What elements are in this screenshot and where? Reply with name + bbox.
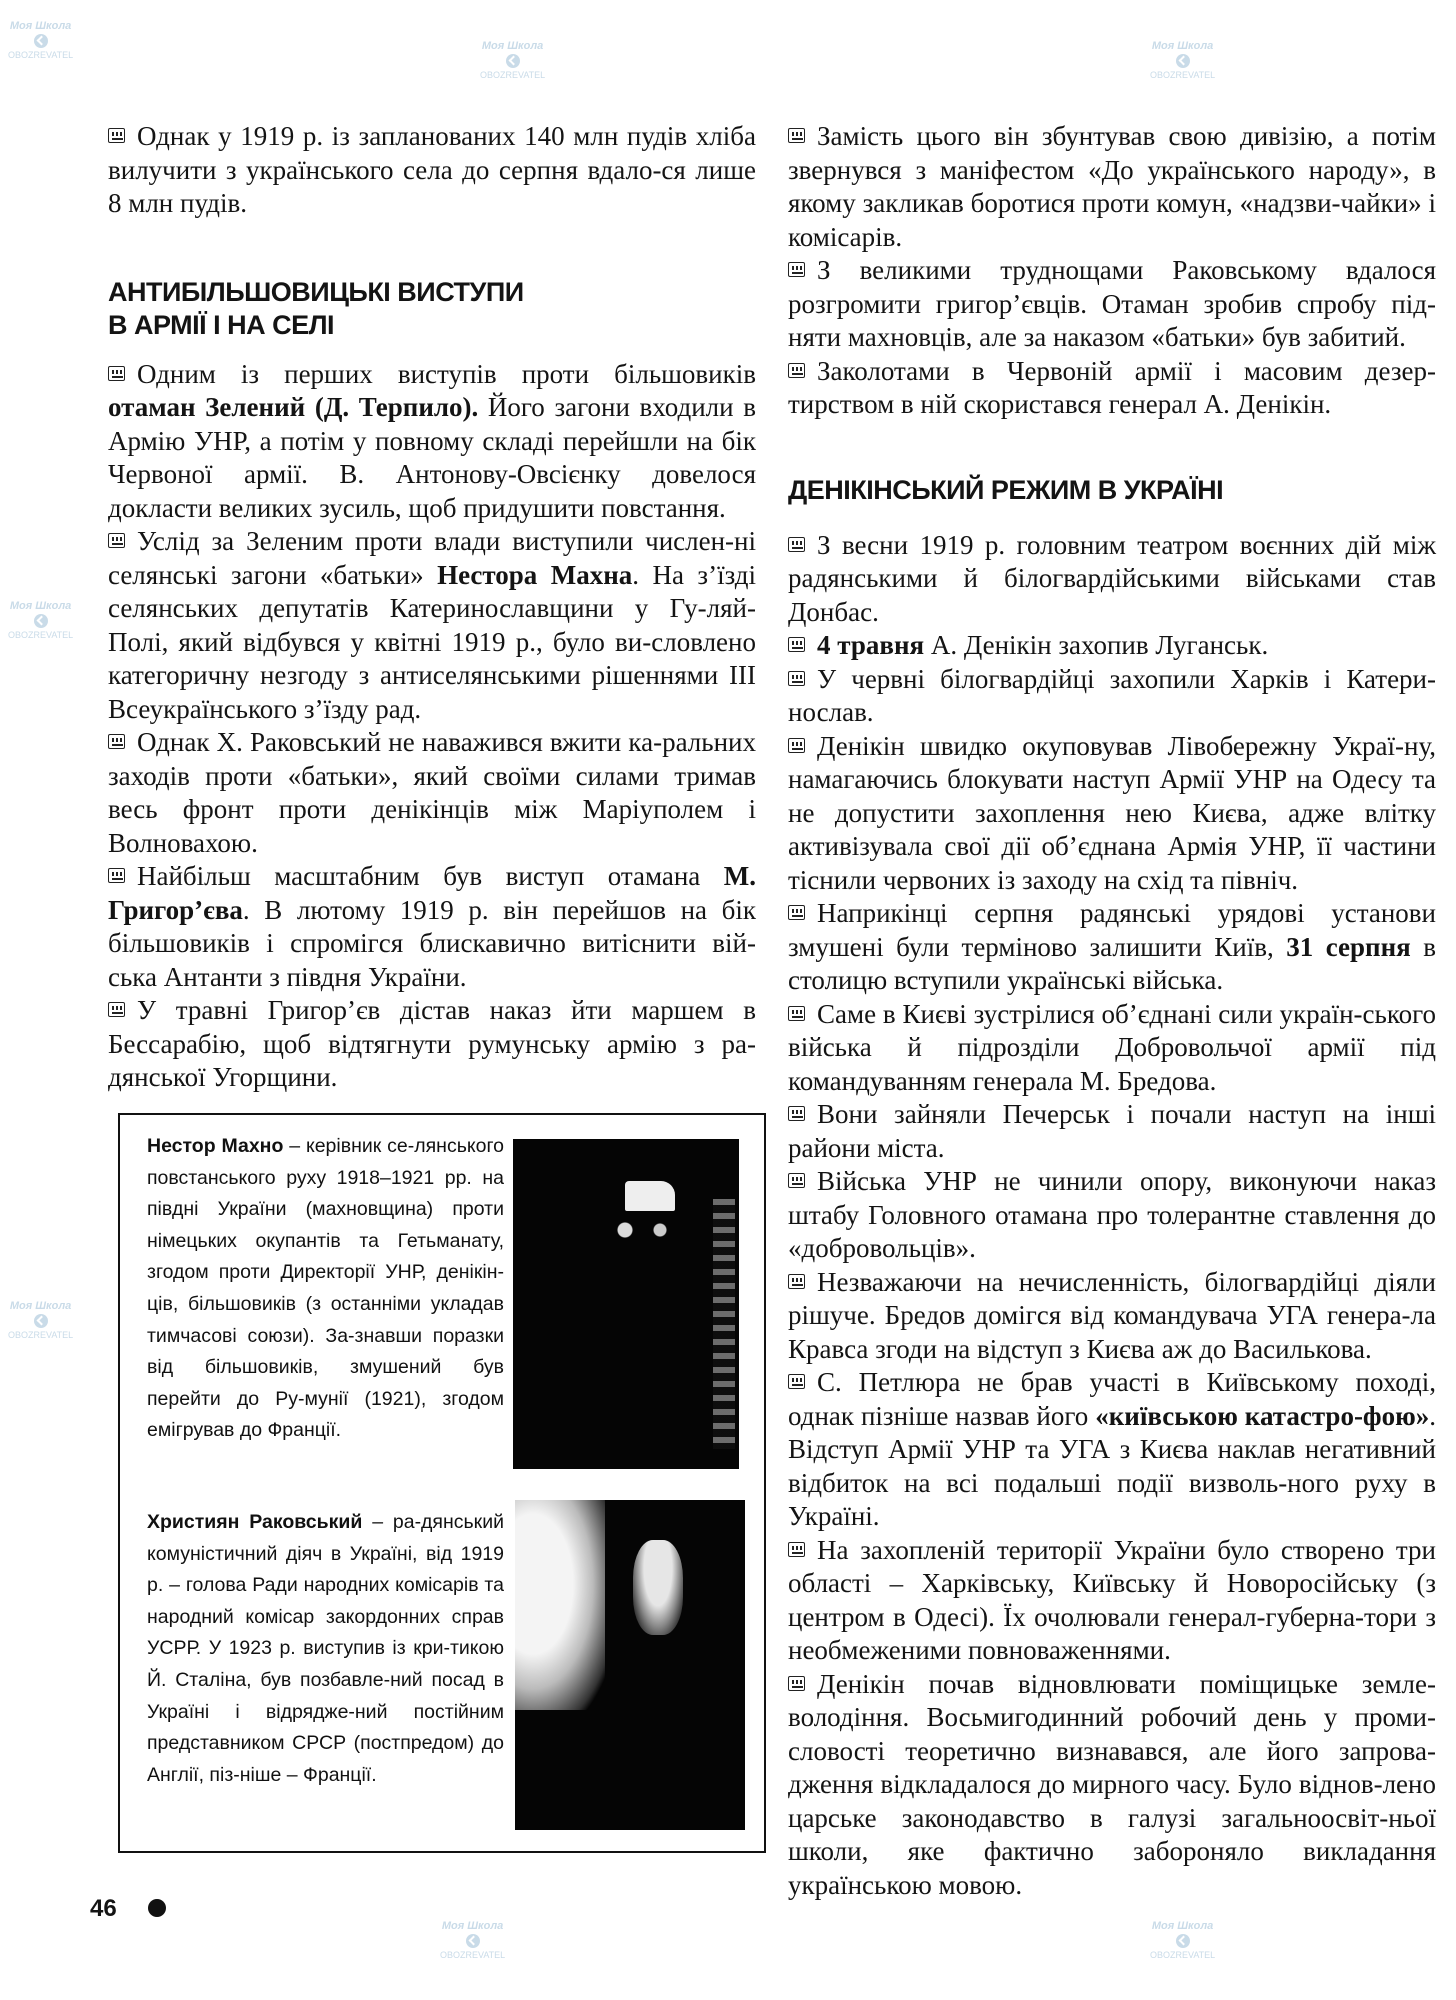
paragraph-text: в столицю вступили українські війська. [788, 931, 1436, 995]
obozrevatel-logo-icon [34, 34, 48, 48]
section-heading: ДЕНІКІНСЬКИЙ РЕЖИМ В УКРАЇНІ [788, 474, 1224, 505]
paragraph [788, 998, 1436, 1099]
emphasis: М. Григор’єва [108, 861, 756, 925]
watermark [440, 1920, 505, 1962]
emphasis: Нестора Махна [437, 559, 633, 590]
paragraph-text: Незважаючи на нечисленність, білогвардійці діяли рішуче. Бредов домігся від командувача УГА генера-ла Кравса згоди на відступ з Києва аж до Василькова. [788, 1266, 1436, 1364]
paragraph-text: Саме в Києві зустрілися об’єднані сили україн-ського війська й підрозділи Добровольчої армії під командуванням генерала М. Бредова. [788, 998, 1436, 1096]
keyboard-icon [108, 1002, 125, 1017]
right-column [788, 120, 1436, 1902]
paragraph [788, 1534, 1436, 1668]
paragraph-text: А. Денікін захопив Луганськ. [924, 630, 1269, 660]
paragraph-text: На захопленій території України було створено три області – Харківську, Київську й Новоросійську (з центром в Одесі). Їх очолювали генерал-губерна-тори з необмеженими повноваженнями. [788, 1534, 1436, 1665]
keyboard-icon [788, 1106, 805, 1121]
paragraph-text: Замість цього він збунтував свою дивізію, а потім звернувся з маніфестом «До українського народу», в якому закликав боротися проти комун, «надзви-чайки» і комісарів. [788, 121, 1436, 252]
heading-line: В АРМІЇ І НА СЕЛІ [108, 309, 335, 340]
keyboard-icon [788, 1274, 805, 1289]
keyboard-icon [788, 1173, 805, 1188]
paragraph [788, 120, 1436, 254]
paragraph [788, 254, 1436, 355]
paragraph-text: У червні білогвардійці захопили Харків і Катери-нослав. [788, 663, 1436, 727]
emphasis: 4 травня [817, 630, 925, 660]
paragraph [788, 897, 1436, 998]
watermark [480, 40, 545, 82]
paragraph-text: Услід за Зеленим проти влади виступили числен-ні селянські загони «батьки» [108, 526, 756, 590]
paragraph-text: У травні Григор’єв дістав наказ йти маршем в Бессарабію, щоб відтягнути румунську армію з ра-дянської Угорщини. [108, 995, 756, 1092]
bio-text: – ра-дянський комуністичний діяч в Україні, від 1919 р. – голова Ради народних комісарів та народний комісар закордонних справ УСРР. У 1923 р. виступив із кри-тикою Й. Сталіна, був позбавле-ний посад в Україні і відрядже-ний постійним представником СРСР (постпредом) до Англії, піз-ніше – Франції. [147, 1511, 504, 1786]
keyboard-icon [108, 734, 125, 749]
keyboard-icon [788, 128, 805, 143]
paragraph-list [108, 358, 756, 1095]
portrait-photo-rakovsky [515, 1500, 745, 1830]
bio-name: Християн Раковський [147, 1511, 363, 1533]
watermark-school: Моя Школа [1151, 1920, 1214, 1932]
bio-name: Нестор Махно [147, 1135, 284, 1157]
paragraph [108, 726, 756, 860]
paragraph [788, 1165, 1436, 1266]
watermark-school: Моя Школа [441, 1920, 504, 1932]
obozrevatel-logo-icon [466, 1934, 480, 1948]
section-heading [108, 276, 756, 342]
paragraph-text: Наприкінці серпня радянські урядові установи змушені були терміново залишити Київ, [788, 898, 1436, 962]
keyboard-icon [788, 1374, 805, 1389]
watermark-school: Моя Школа [9, 20, 72, 32]
watermark-school: Моя Школа [481, 40, 544, 52]
obozrevatel-logo-icon [34, 614, 48, 628]
paragraph [788, 1668, 1436, 1903]
emphasis: отаман Зелений (Д. Терпило). [108, 392, 479, 422]
paragraph-text: Однак у 1919 р. із запланованих 140 млн пудів хліба вилучити з українського села до серпня вдало-ся лише 8 млн пудів. [108, 121, 756, 218]
keyboard-icon [788, 262, 805, 277]
paragraph [788, 1366, 1436, 1534]
heading-line: АНТИБІЛЬШОВИЦЬКІ ВИСТУПИ [108, 276, 524, 307]
watermark-brand: OBOZREVATEL [1150, 70, 1216, 80]
paragraph-text: Одним із перших виступів проти більшовиків [137, 358, 756, 389]
keyboard-icon [788, 905, 805, 920]
bio-makhno [147, 1131, 504, 1447]
paragraph [788, 1098, 1436, 1165]
keyboard-icon [788, 1006, 805, 1021]
obozrevatel-logo-icon [34, 1314, 48, 1328]
watermark-school: Моя Школа [1151, 40, 1214, 52]
keyboard-icon [788, 738, 805, 753]
left-column [108, 120, 756, 1095]
paragraph-text: Денікін почав відновлювати поміщицьке земле-володіння. Восьмигодинний робочий день у проми-словості теоретично визнавався, але його запрова-дження відкладалося до мирного часу. Було віднов-лено царське законодавство в галузі загальноосвіт-ньої школи, яке фактично забороняло викладання українською мовою. [788, 1668, 1436, 1900]
watermark [8, 600, 73, 642]
watermark [8, 1300, 73, 1342]
paragraph-text: С. Петлюра не брав участі в Київському поході, однак пізніше назвав його [788, 1367, 1436, 1431]
paragraph-text: . Відступ Армії УНР та УГА з Києва наклав негативний відбиток на всі подальші події визволь-ного руху в Україні. [788, 1400, 1436, 1531]
paragraph-text: З весни 1919 р. головним театром воєнних дій між радянськими й білогвардійськими військами став Донбас. [788, 529, 1436, 627]
paragraph-text: Війська УНР не чинили опору, виконуючи наказ штабу Головного отамана про толерантне ставлення до «добровольців». [788, 1166, 1436, 1263]
watermark-brand: OBOZREVATEL [480, 70, 546, 80]
paragraph-text: Найбільш масштабним був виступ отамана [137, 861, 724, 891]
portrait-photo-makhno [513, 1139, 739, 1469]
watermark-brand: OBOZREVATEL [1150, 1950, 1216, 1960]
keyboard-icon [108, 366, 125, 381]
obozrevatel-logo-icon [506, 54, 520, 68]
paragraph-text: З великими труднощами Раковському вдалося розгромити григор’євців. Отаман зробив спробу під-няти махновців, але за наказом «батьки» був забитий. [788, 255, 1436, 352]
paragraph [108, 860, 756, 994]
watermark [1150, 40, 1215, 82]
emphasis: «київською катастро-фою» [1095, 1400, 1430, 1431]
paragraph-text: Його загони входили в Армію УНР, а потім у повному складі перейшли на бік Червоної армії. В. Антонову-Овсієнку довелося докласти великих зусиль, щоб придушити повстання. [108, 392, 756, 523]
paragraph-text: Вони зайняли Печерськ і почали наступ на інші райони міста. [788, 1099, 1436, 1163]
paragraph [108, 994, 756, 1095]
bio-rakovsky [147, 1507, 504, 1791]
paragraph [108, 525, 756, 726]
paragraph [788, 355, 1436, 422]
watermark-school: Моя Школа [9, 1300, 72, 1312]
keyboard-icon [788, 1542, 805, 1557]
paragraph-list [788, 529, 1436, 1903]
keyboard-icon [108, 868, 125, 883]
paragraph [788, 529, 1436, 630]
watermark [8, 20, 73, 62]
keyboard-icon [788, 537, 805, 552]
keyboard-icon [788, 671, 805, 686]
paragraph [788, 1266, 1436, 1367]
watermark-brand: OBOZREVATEL [8, 1330, 74, 1340]
keyboard-icon [788, 637, 805, 652]
emphasis: 31 серпня [1286, 931, 1411, 962]
keyboard-icon [108, 533, 125, 548]
watermark-brand: OBOZREVATEL [8, 630, 74, 640]
keyboard-icon [788, 363, 805, 378]
keyboard-icon [108, 128, 125, 143]
paragraph-text: . В лютому 1919 р. він перейшов на бік більшовиків і спромігся блискавично витіснити вій-ська Антанти з півдня України. [108, 894, 756, 992]
obozrevatel-logo-icon [1176, 54, 1190, 68]
paragraph [788, 629, 1436, 663]
paragraph-text: Денікін швидко окуповував Лівобережну Украї-ну, намагаючись блокувати наступ Армії УНР на Одесу та не допустити захоплення нею Києва, адже влітку активізувала свої дії об’єднана Армія УНР, її частини тіснили червоних із заходу на схід та північ. [788, 730, 1436, 895]
watermark-brand: OBOZREVATEL [440, 1950, 506, 1960]
keyboard-icon [788, 1676, 805, 1691]
paragraph [108, 358, 756, 526]
page-number: 46 [90, 1895, 117, 1922]
biography-box [118, 1113, 766, 1853]
page-dot-marker [148, 1899, 166, 1917]
paragraph [788, 663, 1436, 730]
paragraph [788, 730, 1436, 898]
watermark [1150, 1920, 1215, 1962]
paragraph-text: Однак Х. Раковський не наважився вжити ка-ральних заходів проти «батьки», який своїми силами тримав весь фронт проти денікінців між Маріуполем і Волновахою. [108, 727, 756, 858]
bio-text: – керівник се-лянського повстанського руху 1918–1921 рр. на півдні України (махновщина) проти німецьких окупантів та Гетьманату, згодом проти Директорії УНР, денікін-ців, більшовиків (з останніми укладав тимчасові союзи). За-знавши поразки від більшовиків, змушений був перейти до Ру-мунії (1921), згодом емігрував до Франції. [147, 1135, 504, 1442]
obozrevatel-logo-icon [1176, 1934, 1190, 1948]
watermark-brand: OBOZREVATEL [8, 50, 74, 60]
paragraph-text: . На з’їзді селянських депутатів Катеринославщини у Гу-ляй-Полі, який відбувся у квітні 1919 р., було ви-словлено категоричну незгоду з антиселянськими рішеннями III Всеукраїнського з’їзду рад. [108, 559, 756, 724]
paragraph-text: Заколотами в Червоній армії і масовим дезер-тирством в ній скористався генерал А. Денікін. [788, 355, 1436, 419]
paragraph [108, 120, 756, 221]
watermark-school: Моя Школа [9, 600, 72, 612]
